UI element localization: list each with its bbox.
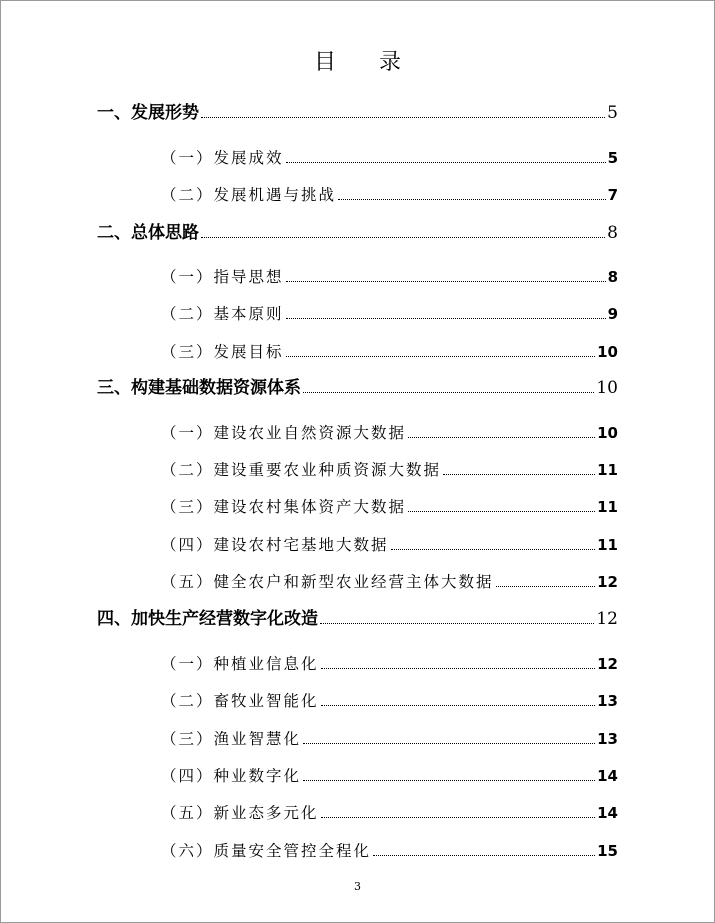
toc-leader-dots <box>408 437 595 438</box>
toc-leader-dots <box>286 356 596 357</box>
toc-leader-dots <box>408 511 595 512</box>
toc-entry-3-5[interactable] <box>161 570 618 594</box>
toc-entry-label: （一）指导思想 <box>161 268 284 286</box>
toc-leader-dots <box>286 162 606 163</box>
toc-entry-4-1[interactable] <box>161 652 618 676</box>
toc-entry-3-3[interactable] <box>161 495 618 519</box>
toc-entry-label: 一、发展形势 <box>97 103 199 123</box>
toc-entry-label: （五）健全农户和新型农业经营主体大数据 <box>161 573 494 591</box>
toc-entry-1[interactable] <box>97 101 618 125</box>
toc-entry-page: 13 <box>597 692 618 710</box>
toc-entry-page: 13 <box>597 730 618 748</box>
toc-entry-page: 11 <box>597 498 618 516</box>
toc-entry-page: 5 <box>607 149 618 167</box>
toc-entry-label: （二）发展机遇与挑战 <box>161 186 337 204</box>
toc-entry-4-3[interactable] <box>161 727 618 751</box>
toc-entry-page: 9 <box>607 305 618 323</box>
toc-entry-4-6[interactable] <box>161 839 618 863</box>
toc-entry-label: （四）种业数字化 <box>161 767 302 785</box>
toc-entry-page: 14 <box>597 804 618 822</box>
toc-leader-dots <box>320 623 594 624</box>
toc-entry-page: 8 <box>607 223 618 243</box>
toc-leader-dots <box>303 780 595 781</box>
toc-entry-label: （一）种植业信息化 <box>161 655 319 673</box>
toc-entry-4-2[interactable] <box>161 689 618 713</box>
toc-leader-dots <box>303 743 595 744</box>
toc-leader-dots <box>321 668 596 669</box>
toc-entry-3-1[interactable] <box>161 421 618 445</box>
toc-entry-page: 10 <box>597 424 618 442</box>
toc-leader-dots <box>303 392 594 393</box>
toc-entry-2-1[interactable] <box>161 265 618 289</box>
toc-entry-3-2[interactable] <box>161 458 618 482</box>
toc-title: 目 录 <box>314 50 419 75</box>
toc-entry-label: 四、加快生产经营数字化改造 <box>97 609 318 629</box>
toc-entry-page: 7 <box>607 186 618 204</box>
toc-entry-label: （三）建设农村集体资产大数据 <box>161 498 407 516</box>
toc-entry-label: （二）基本原则 <box>161 305 284 323</box>
toc-entry-3-4[interactable] <box>161 533 618 557</box>
toc-leader-dots <box>443 474 595 475</box>
toc-leader-dots <box>201 237 605 238</box>
toc-entry-page: 12 <box>597 655 618 673</box>
toc-entry-page: 8 <box>607 268 618 286</box>
toc-leader-dots <box>286 318 606 319</box>
toc-leader-dots <box>321 817 596 818</box>
toc-entry-page: 11 <box>597 461 618 479</box>
toc-entry-page: 15 <box>597 842 618 860</box>
toc-entry-label: （四）建设农村宅基地大数据 <box>161 536 389 554</box>
toc-leader-dots <box>373 855 595 856</box>
toc-leader-dots <box>391 549 596 550</box>
toc-entry-4-4[interactable] <box>161 764 618 788</box>
toc-entry-2[interactable] <box>97 221 618 245</box>
toc-entry-4[interactable] <box>97 607 618 631</box>
toc-entry-2-2[interactable] <box>161 302 618 326</box>
toc-entry-2-3[interactable] <box>161 340 618 364</box>
toc-entry-label: 三、构建基础数据资源体系 <box>97 378 301 398</box>
toc-entry-label: （一）发展成效 <box>161 149 284 167</box>
toc-entry-1-2[interactable] <box>161 183 618 207</box>
toc-entry-page: 12 <box>597 573 618 591</box>
toc-entry-label: （五）新业态多元化 <box>161 804 319 822</box>
toc-entry-label: （六）质量安全管控全程化 <box>161 842 372 860</box>
toc-leader-dots <box>286 281 606 282</box>
toc-leader-dots <box>201 117 605 118</box>
toc-entry-3[interactable] <box>97 376 618 400</box>
toc-entry-label: 二、总体思路 <box>97 223 199 243</box>
toc-entry-page: 5 <box>607 103 618 123</box>
toc-leader-dots <box>338 199 606 200</box>
toc-entry-page: 12 <box>596 609 618 629</box>
toc-leader-dots <box>496 586 596 587</box>
toc-entry-label: （二）建设重要农业种质资源大数据 <box>161 461 442 479</box>
footer-page-number: 3 <box>354 880 361 893</box>
toc-entry-label: （二）畜牧业智能化 <box>161 692 319 710</box>
toc-entry-page: 10 <box>597 343 618 361</box>
toc-leader-dots <box>321 705 596 706</box>
toc-entry-label: （三）渔业智慧化 <box>161 730 302 748</box>
toc-entry-label: （三）发展目标 <box>161 343 284 361</box>
toc-entry-page: 11 <box>597 536 618 554</box>
toc-entry-label: （一）建设农业自然资源大数据 <box>161 424 407 442</box>
toc-entry-4-5[interactable] <box>161 801 618 825</box>
toc-entry-page: 10 <box>596 378 618 398</box>
toc-entry-1-1[interactable] <box>161 146 618 170</box>
toc-entry-page: 14 <box>597 767 618 785</box>
